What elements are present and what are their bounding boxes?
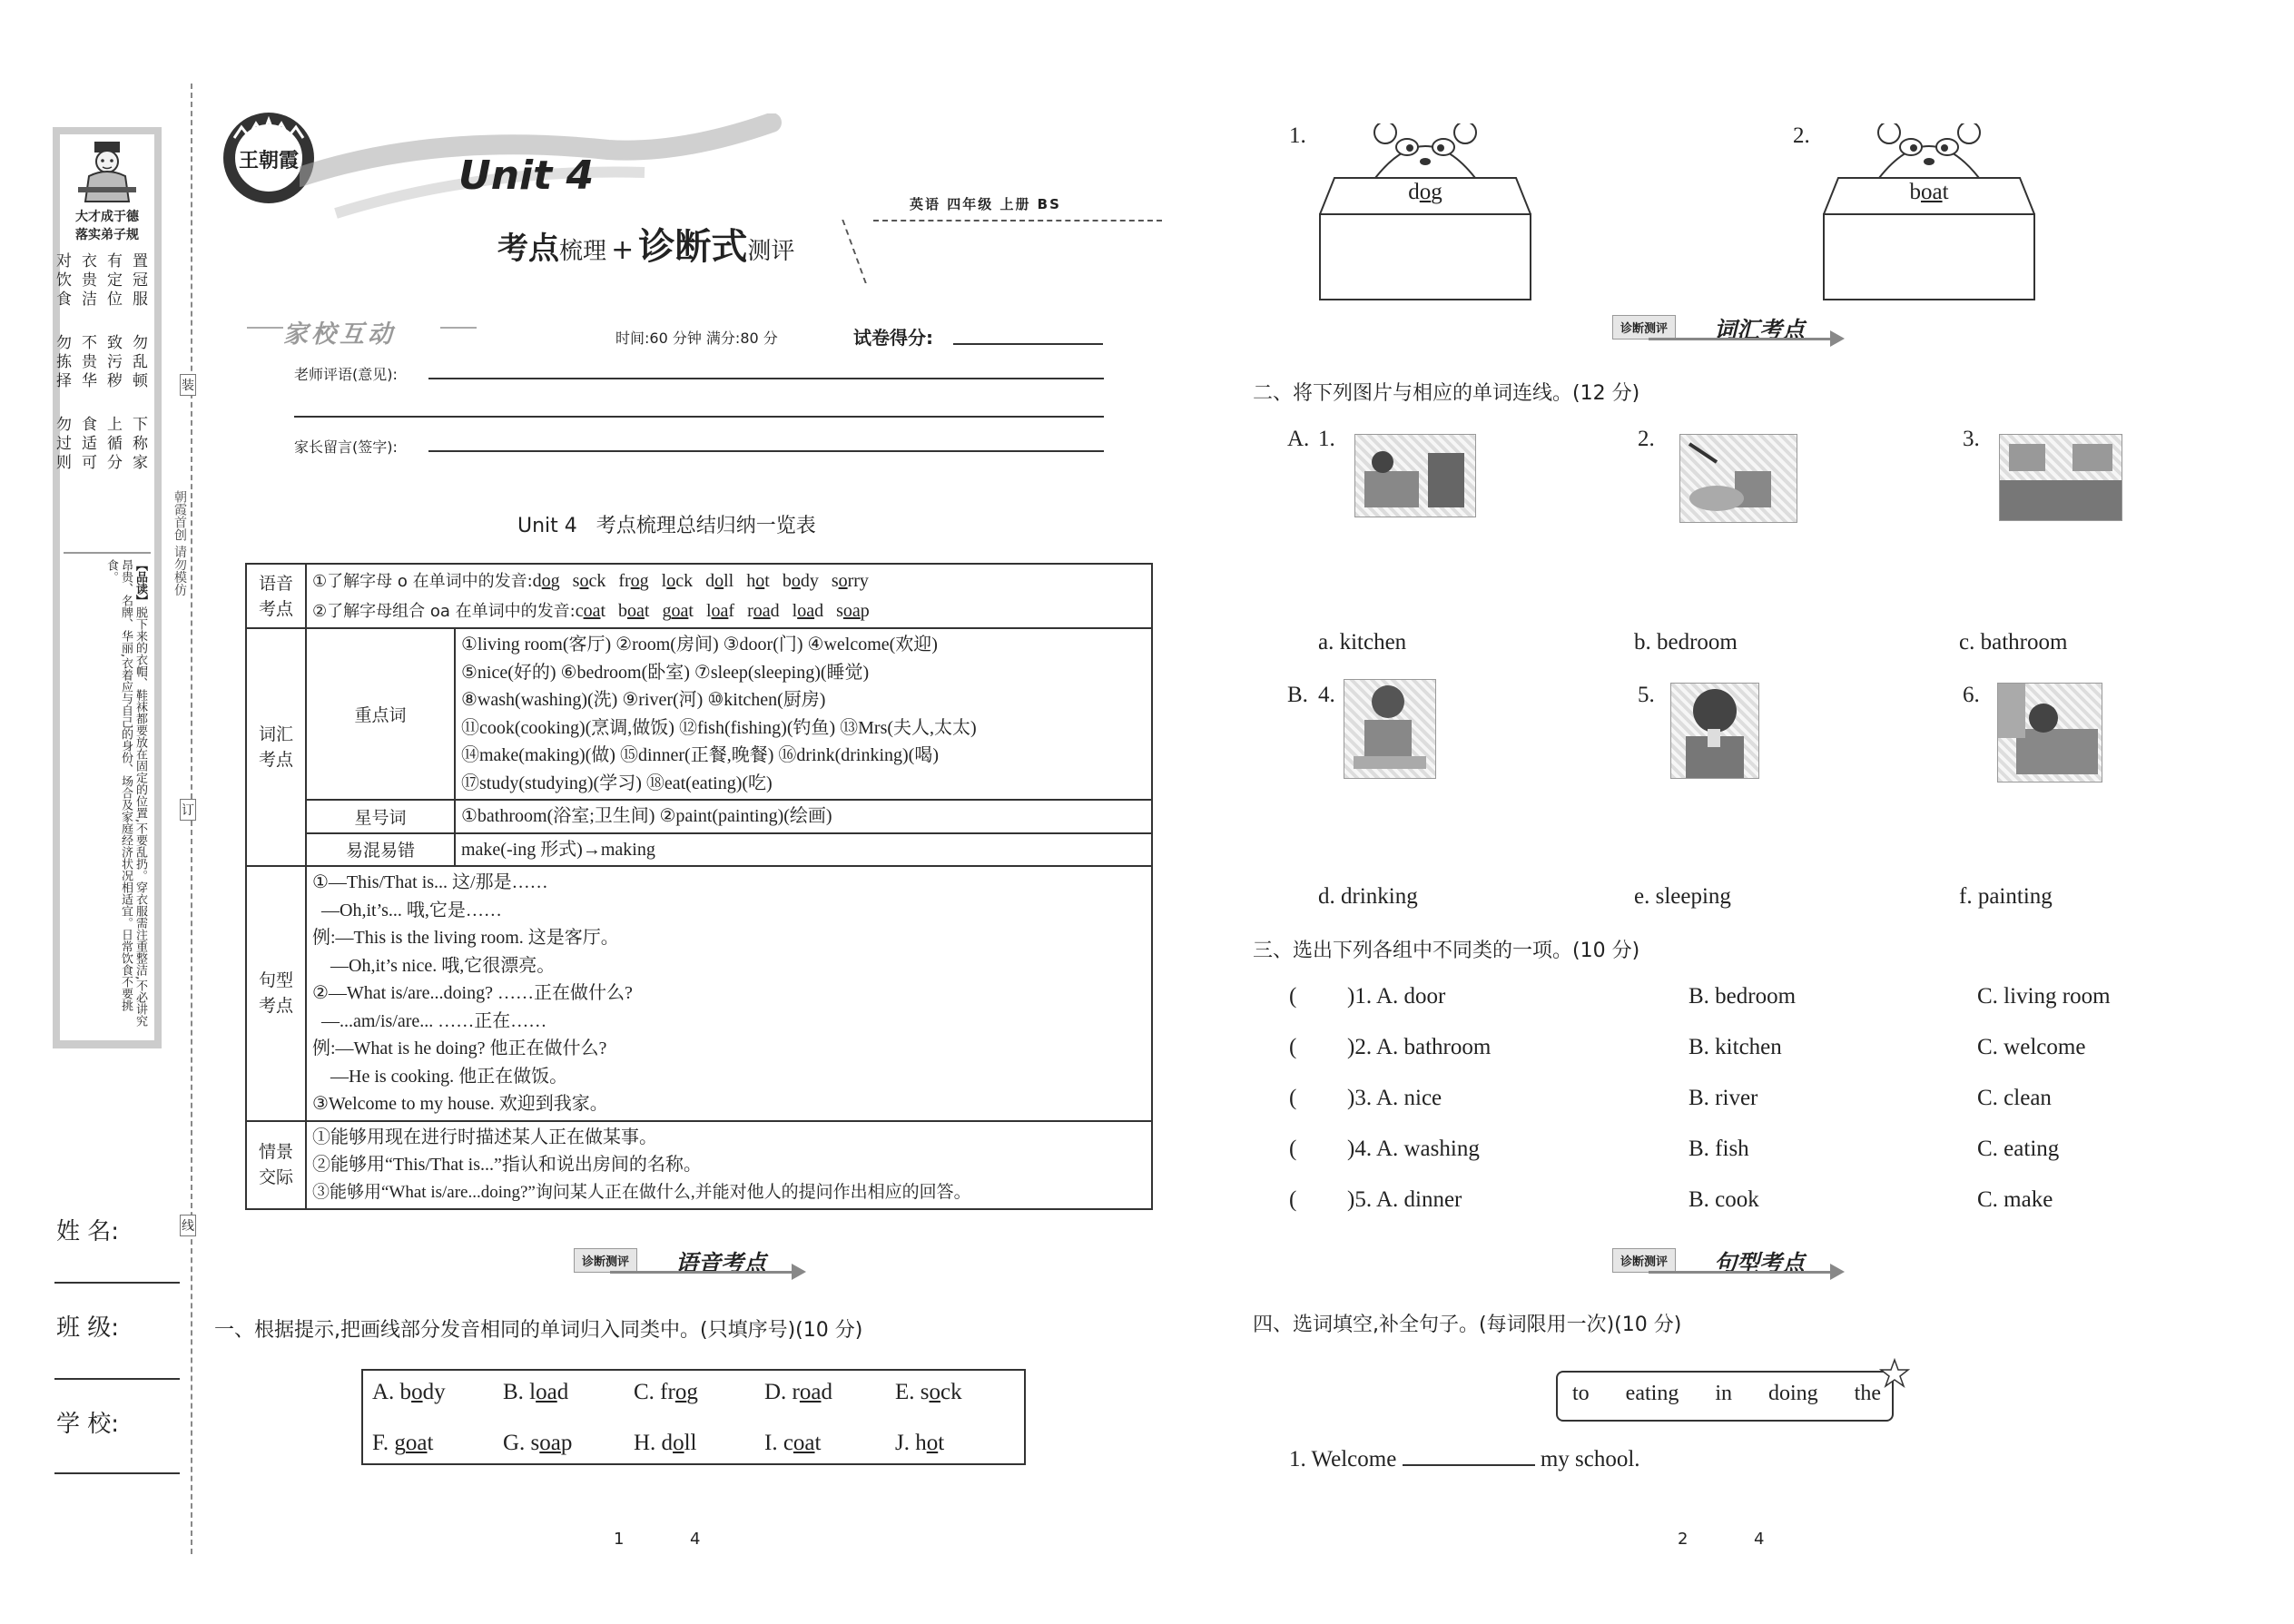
blank-answer[interactable] xyxy=(1403,1464,1535,1466)
q3-option-c: C. welcome xyxy=(1977,1035,2086,1059)
margin-char: 线 xyxy=(180,1215,196,1236)
unit-title: Unit 4 xyxy=(458,153,595,199)
score-field[interactable] xyxy=(953,343,1103,345)
word-option[interactable]: e. sleeping xyxy=(1634,884,1731,909)
sleeping-picture[interactable] xyxy=(1997,683,2102,782)
motto-2: 落实弟子规 xyxy=(75,228,139,242)
course-tag-rule-slant xyxy=(842,220,902,283)
q3-option-a: )1. A. door xyxy=(1347,984,1446,1009)
school-label: 学 校: xyxy=(56,1411,120,1438)
verse-col: 食适可 xyxy=(78,416,96,473)
pron-cell: ①了解字母 o 在单词中的发音:dog sock frog lock doll hot body sorry ②了解字母组合 oa 在单词中的发音:coat boat goat loaf road load soap xyxy=(306,564,1152,628)
teacher-comment-field[interactable] xyxy=(428,378,1104,379)
motto-1: 大才成于德 xyxy=(75,210,139,224)
word-bank-item[interactable]: to xyxy=(1572,1382,1590,1405)
pron-underline: o xyxy=(838,571,848,591)
pron-underline: oa xyxy=(627,600,645,621)
pron-underline: o xyxy=(714,571,724,591)
word-bank-item[interactable]: eating xyxy=(1625,1382,1679,1405)
pron-word: coat xyxy=(575,600,606,621)
class-label: 班 级: xyxy=(56,1314,120,1342)
vocab-label: 词汇考点 xyxy=(246,628,306,866)
home-school-rule xyxy=(440,327,477,329)
q1-word[interactable]: J. hot xyxy=(895,1431,945,1455)
pic-number: 1. xyxy=(1318,427,1335,451)
bear-number: 2. xyxy=(1793,123,1810,148)
q1-underline: oa xyxy=(536,1380,557,1404)
verse-col: 勿拣择 xyxy=(53,334,71,391)
star-words-label: 星号词 xyxy=(306,800,455,833)
word-option[interactable]: d. drinking xyxy=(1318,884,1418,909)
situation-cell: ①能够用现在进行时描述某人正在做某事。 ②能够用“This/That is...”指认和说出房间的名称。 ③能够用“What is/are...doing?”询问某人正在做什么,并能对他人的提问作出相应的回答。 xyxy=(306,1121,1152,1210)
q3-option-c: C. clean xyxy=(1977,1086,2052,1110)
q3-option-a: )5. A. dinner xyxy=(1347,1187,1462,1212)
q3-option-b: B. kitchen xyxy=(1689,1035,1782,1059)
class-field[interactable] xyxy=(54,1378,180,1380)
q4-sentence-1: 1. Welcome my school. xyxy=(1289,1447,1640,1471)
pron-underline: oa xyxy=(711,600,729,621)
score-label: 试卷得分: xyxy=(853,327,933,349)
q1-underline: o xyxy=(926,1431,939,1455)
sentence-cell: ①—This/That is... 这/那是…… —Oh,it’s... 哦,它是…… 例:—This is the living room. 这是客厅。 —Oh,it’s nice. 哦,它很漂亮。 ②—What is/are...doing? ……正在做什么? —...am/is/are... ……正在…… 例:—What is he doing? 他正在做什么? —He is cooking. 他正在做饭。 ③Welcome to my house. 欢迎到我家。 xyxy=(306,866,1152,1121)
pic-number: 3. xyxy=(1963,427,1980,451)
teacher-comment-field-2[interactable] xyxy=(294,416,1104,418)
q3-option-c: C. make xyxy=(1977,1187,2053,1212)
situation-label: 情景交际 xyxy=(246,1121,306,1210)
bear-word: boat xyxy=(1909,180,1949,204)
logo-text: 王朝霞 xyxy=(238,150,299,172)
verse-col: 有定位 xyxy=(103,252,122,310)
pic-number: 2. xyxy=(1638,427,1655,451)
word-option[interactable]: b. bedroom xyxy=(1634,630,1738,655)
pron-underline: o xyxy=(579,571,589,591)
q1-title: 一、根据提示,把画线部分发音相同的单词归入同类中。(只填序号)(10 分) xyxy=(214,1319,863,1342)
page-number: 1 xyxy=(614,1530,625,1549)
pron-word: soap xyxy=(836,600,870,621)
key-words-label: 重点词 xyxy=(306,628,455,800)
q1-word[interactable]: E. sock xyxy=(895,1380,962,1404)
pron-underline: oa xyxy=(583,600,601,621)
q3-option-c: C. living room xyxy=(1977,984,2111,1009)
pron-word: sorry xyxy=(831,571,869,591)
home-school-label: 家校互动 xyxy=(283,320,396,349)
kitchen-picture[interactable] xyxy=(1999,434,2122,521)
verse-col: 置冠服 xyxy=(129,252,147,310)
parent-comment-field[interactable] xyxy=(428,450,1104,452)
pron-underline: o xyxy=(666,571,676,591)
pic-number: 4. xyxy=(1318,683,1335,707)
reading-block xyxy=(64,552,151,1035)
answer-paren[interactable]: ( xyxy=(1289,1187,1297,1212)
q1-word-box xyxy=(361,1369,1026,1465)
q1-row xyxy=(372,1380,1017,1412)
bear-word: dog xyxy=(1408,180,1442,204)
margin-char: 订 xyxy=(180,799,196,821)
bear-card xyxy=(1793,123,2047,305)
pron-word: lock xyxy=(661,571,694,591)
drinking-picture[interactable] xyxy=(1670,683,1759,779)
verse-col: 不贵华 xyxy=(78,334,96,391)
sentence-label: 句型考点 xyxy=(246,866,306,1121)
q1-underline: o xyxy=(673,1431,684,1455)
table-row xyxy=(246,866,1152,1121)
pron-underline: oa xyxy=(753,600,771,621)
q1-word[interactable]: A. body xyxy=(372,1380,446,1404)
time-info: 时间:60 分钟 满分:80 分 xyxy=(615,330,778,347)
scholar-figure-icon xyxy=(76,140,138,203)
pron-word: boat xyxy=(618,600,650,621)
pron-word: goat xyxy=(662,600,694,621)
summary-table xyxy=(245,563,1153,1210)
verse-col: 上循分 xyxy=(103,416,122,473)
q3-option-b: B. river xyxy=(1689,1086,1758,1110)
q1-word[interactable]: F. goat xyxy=(372,1431,434,1455)
q2-title: 二、将下列图片与相应的单词连线。(12 分) xyxy=(1253,382,1640,405)
star-icon xyxy=(1879,1358,1910,1389)
pron-underline: oa xyxy=(842,600,861,621)
q1-underline: o xyxy=(674,1380,687,1404)
verse-col: 衣贵洁 xyxy=(78,252,96,310)
course-tag: 英语 四年级 上册 BS xyxy=(910,196,1061,212)
parent-comment-label: 家长留言(签字): xyxy=(294,438,398,456)
confuse-cell: make(-ing 形式)→making xyxy=(455,833,1152,867)
group-a-label: A. xyxy=(1287,427,1310,451)
confuse-label: 易混易错 xyxy=(306,833,455,867)
q1-underline: oa xyxy=(793,1431,815,1455)
q1-underline: o xyxy=(411,1380,423,1404)
q3-option-a: )2. A. bathroom xyxy=(1347,1035,1492,1059)
q3-option-b: B. cook xyxy=(1689,1187,1759,1212)
answer-paren[interactable]: ( xyxy=(1289,1035,1297,1059)
bear-number: 1. xyxy=(1289,123,1306,148)
pron-underline: o xyxy=(541,571,551,591)
home-school-rule xyxy=(247,327,283,329)
star-words-cell: ①bathroom(浴室;卫生间) ②paint(painting)(绘画) xyxy=(455,800,1152,833)
word-bank-item[interactable]: the xyxy=(1854,1382,1881,1405)
pron-word: loaf xyxy=(705,600,735,621)
bear-icon xyxy=(1289,123,1543,305)
q3-title: 三、选出下列各组中不同类的一项。(10 分) xyxy=(1253,940,1640,962)
q1-underline: oa xyxy=(539,1431,561,1455)
q1-row xyxy=(372,1431,1017,1463)
q3-option-c: C. eating xyxy=(1977,1137,2060,1161)
key-words-cell: ①living room(客厅) ②room(房间) ③door(门) ④welcome(欢迎) ⑤nice(好的) ⑥bedroom(卧室) ⑦sleep(sleeping)(睡觉) ⑧wash(washing)(洗) ⑨river(河) ⑩kitchen(厨房) ⑪cook(cooking)(烹调,做饭) ⑫fish(fishing)(钓鱼) ⑬Mrs(夫人,太太) ⑭make(making)(做) ⑮dinner(正餐,晚餐) ⑯drink(drinking)(喝) ⑰study(studying)(学习) ⑱eat(eating)(吃) xyxy=(455,628,1152,800)
word-bank-item[interactable]: doing xyxy=(1767,1382,1818,1405)
side-panel xyxy=(53,127,162,1048)
q3-option-b: B. bedroom xyxy=(1689,984,1797,1009)
q3-option-b: B. fish xyxy=(1689,1137,1749,1161)
q1-word[interactable]: C. frog xyxy=(634,1380,698,1404)
bathroom-picture[interactable] xyxy=(1679,434,1797,523)
q1-word[interactable]: H. doll xyxy=(634,1431,697,1455)
q1-underline: o xyxy=(929,1380,940,1404)
page-number: 4 xyxy=(1754,1530,1765,1549)
pron-underline: o xyxy=(630,571,640,591)
q1-word[interactable]: B. load xyxy=(503,1380,569,1404)
pron-label: 语音考点 xyxy=(246,564,306,628)
q4-title: 四、选词填空,补全句子。(每词限用一次)(10 分) xyxy=(1253,1314,1682,1336)
table-row xyxy=(246,1121,1152,1210)
bedroom-picture[interactable] xyxy=(1354,434,1476,517)
pron-word: road xyxy=(747,600,780,621)
pron-underline: o xyxy=(791,571,801,591)
school-field[interactable] xyxy=(54,1472,180,1474)
pron-word: doll xyxy=(705,571,734,591)
painting-picture[interactable] xyxy=(1344,679,1436,779)
verse-col: 对饮食 xyxy=(53,252,71,310)
reading-text: 脱下来的衣帽、鞋袜都要放在固定的位置,不要乱扔。穿衣服需注重整洁,不必讲究昂贵、名牌、华丽,衣着应与自己的身份、场合及家庭经济状况相适宜。日常饮食不要挑食。 xyxy=(104,559,147,1028)
pron-underline: oa xyxy=(797,600,815,621)
answer-paren[interactable]: ( xyxy=(1289,1086,1297,1110)
word-bank-item[interactable]: in xyxy=(1715,1382,1732,1405)
reading-label: 【品读】 xyxy=(133,559,147,606)
header-subtitle: 考点梳理 + 诊断式测评 xyxy=(497,226,795,268)
summary-title: Unit 4 考点梳理总结归纳一览表 xyxy=(517,515,816,537)
vocab-banner: 诊断测评 词汇考点 xyxy=(1612,312,1857,343)
verse-col: 下称家 xyxy=(129,416,147,473)
pron-word: dog xyxy=(532,571,560,591)
pic-number: 6. xyxy=(1963,683,1980,707)
bear-underline: o xyxy=(1419,180,1432,204)
word-option[interactable]: a. kitchen xyxy=(1318,630,1407,655)
page-number: 2 xyxy=(1678,1530,1689,1549)
course-tag-rule xyxy=(873,220,1162,221)
margin-char: 装 xyxy=(180,374,196,396)
bear-icon xyxy=(1793,123,2047,305)
q3-option-a: )3. A. nice xyxy=(1347,1086,1442,1110)
q3-list xyxy=(1289,984,2197,1238)
sentence-banner: 诊断测评 句型考点 xyxy=(1612,1245,1857,1276)
phonics-banner: 诊断测评 语音考点 xyxy=(574,1245,819,1276)
table-row xyxy=(246,628,1152,800)
table-row xyxy=(246,833,1152,867)
name-field[interactable] xyxy=(54,1282,180,1284)
pron-underline: oa xyxy=(671,600,689,621)
verse-col: 勿过则 xyxy=(53,416,71,473)
group-b-label: B. xyxy=(1287,683,1308,707)
pic-number: 5. xyxy=(1638,683,1655,707)
q1-word[interactable]: G. soap xyxy=(503,1431,573,1455)
margin-note: 朝霞首创 请勿模仿 xyxy=(172,490,187,596)
word-option[interactable]: c. bathroom xyxy=(1959,630,2068,655)
pron-word: load xyxy=(792,600,824,621)
q1-word[interactable]: D. road xyxy=(764,1380,832,1404)
pron-word: frog xyxy=(618,571,649,591)
teacher-comment-label: 老师评语(意见): xyxy=(294,366,398,383)
pron-word: body xyxy=(782,571,819,591)
bear-underline: oa xyxy=(1920,180,1943,204)
word-option[interactable]: f. painting xyxy=(1959,884,2053,909)
verse-col: 勿乱顿 xyxy=(129,334,147,391)
q1-underline: oa xyxy=(405,1431,428,1455)
word-bank xyxy=(1556,1371,1894,1422)
bear-card xyxy=(1289,123,1543,305)
name-label: 姓 名: xyxy=(56,1218,120,1245)
q3-option-a: )4. A. washing xyxy=(1347,1137,1480,1161)
q1-underline: oa xyxy=(799,1380,822,1404)
pron-word: sock xyxy=(572,571,606,591)
answer-paren[interactable]: ( xyxy=(1289,1137,1297,1161)
verse-col: 致污秽 xyxy=(103,334,122,391)
pron-underline: o xyxy=(755,571,765,591)
pron-word: hot xyxy=(746,571,770,591)
table-row xyxy=(246,564,1152,628)
table-row xyxy=(246,800,1152,833)
answer-paren[interactable]: ( xyxy=(1289,984,1297,1009)
page-number: 4 xyxy=(690,1530,701,1549)
q1-word[interactable]: I. coat xyxy=(764,1431,822,1455)
